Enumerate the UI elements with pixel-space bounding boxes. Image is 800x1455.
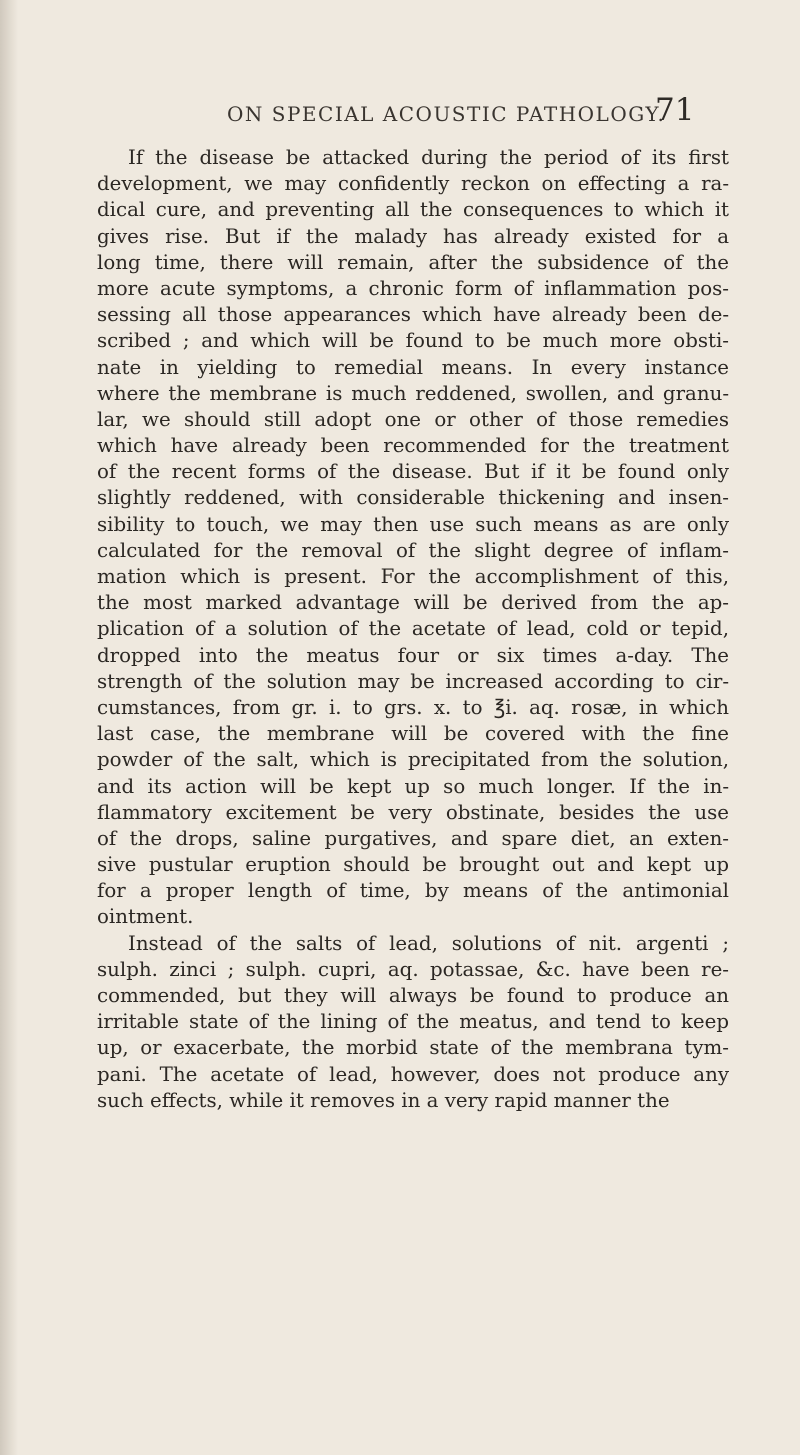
text-line: more acute symptoms, a chronic form of inflammation pos- — [97, 276, 729, 300]
page-header — [0, 92, 800, 132]
text-line: commended, but they will always be found to produce an — [97, 984, 729, 1007]
text-line: such effects, while it removes in a very rapid manner the — [97, 1088, 670, 1112]
text-line: sulph. zinci ; sulph. cupri, aq. potassae, &c. have been re- — [97, 957, 729, 981]
text-line: powder of the salt, which is precipitated from the solution, — [97, 748, 729, 772]
text-line: cumstances, from gr. i. to grs. x. to ℥i. aq. rosæ, in which — [97, 695, 729, 719]
text-line: long time, there will remain, after the subsidence of the — [97, 250, 729, 274]
text-line: last case, the membrane will be covered with the fine — [97, 722, 729, 746]
text-line: sibility to touch, we may then use such means as are only — [97, 512, 729, 536]
text-line: sessing all those appearances which have already been de- — [97, 303, 729, 327]
text-line: lar, we should still adopt one or other of those remedies — [97, 407, 729, 431]
text-line: flammatory excitement be very obstinate, besides the use — [97, 800, 729, 824]
text-line: nate in yielding to remedial means. In every instance — [97, 355, 729, 379]
text-line: pani. The acetate of lead, however, does not produce any — [97, 1062, 729, 1086]
text-line: for a proper length of time, by means of the antimonial — [97, 879, 729, 903]
text-line: development, we may confidently reckon on effecting a ra- — [97, 172, 729, 196]
text-line: ointment. — [97, 905, 194, 929]
text-line: of the drops, saline purgatives, and spare diet, an exten- — [97, 826, 729, 850]
paragraph — [97, 145, 729, 931]
text-line: up, or exacerbate, the morbid state of the membrana tym- — [97, 1036, 729, 1060]
text-line: slightly reddened, with considerable thickening and insen- — [97, 486, 729, 510]
paragraph — [97, 931, 729, 1114]
text-line: where the membrane is much reddened, swollen, and granu- — [97, 381, 729, 405]
text-line: strength of the solution may be increased according to cir- — [97, 669, 729, 693]
text-line: calculated for the removal of the slight degree of inflam- — [97, 538, 729, 562]
text-line: sive pustular eruption should be brought out and kept up — [97, 853, 729, 877]
text-line: irritable state of the lining of the meatus, and tend to keep — [97, 1010, 729, 1034]
text-line: the most marked advantage will be derived from the ap- — [97, 591, 729, 615]
text-line: of the recent forms of the disease. But if it be found only — [97, 460, 729, 484]
text-line: If the disease be attacked during the period of its first — [128, 146, 729, 169]
text-line: gives rise. But if the malady has already existed for a — [97, 224, 729, 248]
page-number: 71 — [655, 92, 695, 128]
body-text — [97, 145, 729, 1114]
text-line: plication of a solution of the acetate of lead, cold or tepid, — [97, 617, 729, 641]
text-line: Instead of the salts of lead, solutions of nit. argenti ; — [128, 931, 729, 955]
text-line: dical cure, and preventing all the consequences to which it — [97, 198, 729, 222]
text-line: mation which is present. For the accomplishment of this, — [97, 565, 729, 588]
text-line: scribed ; and which will be found to be much more obsti- — [97, 329, 729, 353]
text-line: which have already been recommended for the treatment — [97, 434, 729, 458]
running-head: ON SPECIAL ACOUSTIC PATHOLOGY. — [227, 102, 666, 126]
text-line: dropped into the meatus four or six times a-day. The — [97, 643, 729, 667]
text-line: and its action will be kept up so much longer. If the in- — [97, 774, 729, 798]
